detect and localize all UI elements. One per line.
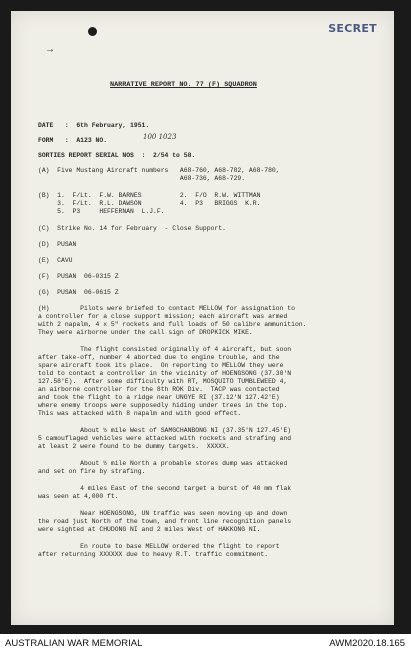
paragraph-line: 4 miles East of the second target a burst of 40 mm flak: [38, 485, 292, 492]
corner-mark: →: [47, 45, 54, 56]
section-d: (D) PUSAN: [38, 241, 77, 248]
paragraph-line: at least 2 were found to be dummy targets. XXXXX.: [38, 443, 230, 450]
section-g: (G) PUSAN 06-0615 Z: [38, 289, 119, 296]
section-c: (C) Strike No. 14 for February - Close Support.: [38, 225, 226, 232]
paragraph-line: were sighted at CHUDONG NI and 2 miles West of HAKKONG NI.: [38, 526, 261, 533]
section-f: (F) PUSAN 06-0315 Z: [38, 273, 119, 280]
report-title: NARRATIVE REPORT NO. 77 (F) SQUADRON: [110, 81, 257, 89]
paragraph-line: where enemy troops were supposedly hiding under trees in the top.: [38, 402, 288, 409]
punch-hole-icon: [88, 27, 97, 36]
paragraph-line: About ½ mile North a probable stores dump was attacked: [38, 460, 288, 467]
paragraph-line: and set on fire by strafing.: [38, 468, 146, 475]
paragraph-line: 5 camouflaged vehicles were attacked with rockets and strafing and: [38, 435, 292, 442]
paragraph-line: after take-off, number 4 aborted due to engine trouble, and the: [38, 354, 280, 361]
paragraph-line: the road just North of the town, and front line recognition panels: [38, 518, 292, 525]
paragraph-line: after returning XXXXXX due to heavy R.T. traffic commitment.: [38, 551, 269, 558]
paragraph-line: 127.58'E). After some difficulty with RT, MOSQUITO TUMBLEWEED 4,: [38, 378, 288, 385]
paragraph-line: Near HOENGSONG, UN traffic was seen moving up and down: [38, 510, 288, 517]
section-e: (E) CAVU: [38, 257, 73, 264]
date-line: DATE : 6th February, 1951.: [38, 122, 150, 129]
secret-stamp: SECRET: [328, 22, 377, 35]
paragraph-line: The flight consisted originally of 4 aircraft, but soon: [38, 346, 292, 353]
serial-line: SORTIES REPORT SERIAL NOS : 2/54 to 58.: [38, 152, 196, 159]
section-a-line: A68-736, A68-729.: [38, 175, 246, 182]
paragraph-line: About ½ mile West of SAMGCHANBONG NI (37.35'N 127.45'E): [38, 427, 292, 434]
section-h-line: They were airborne under the call sign of DROPKICK MIKE.: [38, 329, 253, 336]
section-a-line: (A) Five Mustang Aircraft numbers A68-760, A68-782, A68-780,: [38, 167, 280, 174]
footer-institution: AUSTRALIAN WAR MEMORIAL: [5, 638, 143, 649]
paragraph-line: told to contact a controller in the vicinity of HOENGSONG (37.30'N: [38, 370, 292, 377]
paragraph-line: an airborne controller for the 8th ROK Div. TACP was contacted: [38, 386, 280, 393]
section-b-line: (B) 1. F/Lt. F.W. BARNES 2. F/O R.W. WITTMAN: [38, 192, 261, 199]
section-h-line: (H) Pilots were briefed to contact MELLOW for assignation to: [38, 305, 295, 312]
form-line: FORM : A123 NO.: [38, 137, 108, 144]
paragraph-line: En route to base MELLOW ordered the flight to report: [38, 543, 280, 550]
footer-accession-number: AWM2020.18.165: [329, 638, 405, 649]
section-h-line: a controller for a close support mission; each aircraft was armed: [38, 313, 288, 320]
paragraph-line: This was attacked with 8 napalm and with good effect.: [38, 410, 242, 417]
paragraph-line: and took the flight to a ridge near UNGYE RI (37.12'N 127.42'E): [38, 394, 280, 401]
footer-bar: [0, 634, 411, 653]
section-b-line: 5. P3 HEFFERNAN L.J.F.: [38, 208, 165, 215]
section-h-line: with 2 napalm, 4 x 5" rockets and full loads of 50 calibre ammunition.: [38, 321, 307, 328]
form-handwritten-number: 100 1023: [143, 133, 177, 141]
paragraph-line: was seen at 4,000 ft.: [38, 493, 119, 500]
section-b-line: 3. F/Lt. R.L. DAWSON 4. P3 BRIGGS K.R.: [38, 200, 261, 207]
paragraph-line: spare aircraft took its place. On reporting to MELLOW they were: [38, 362, 284, 369]
